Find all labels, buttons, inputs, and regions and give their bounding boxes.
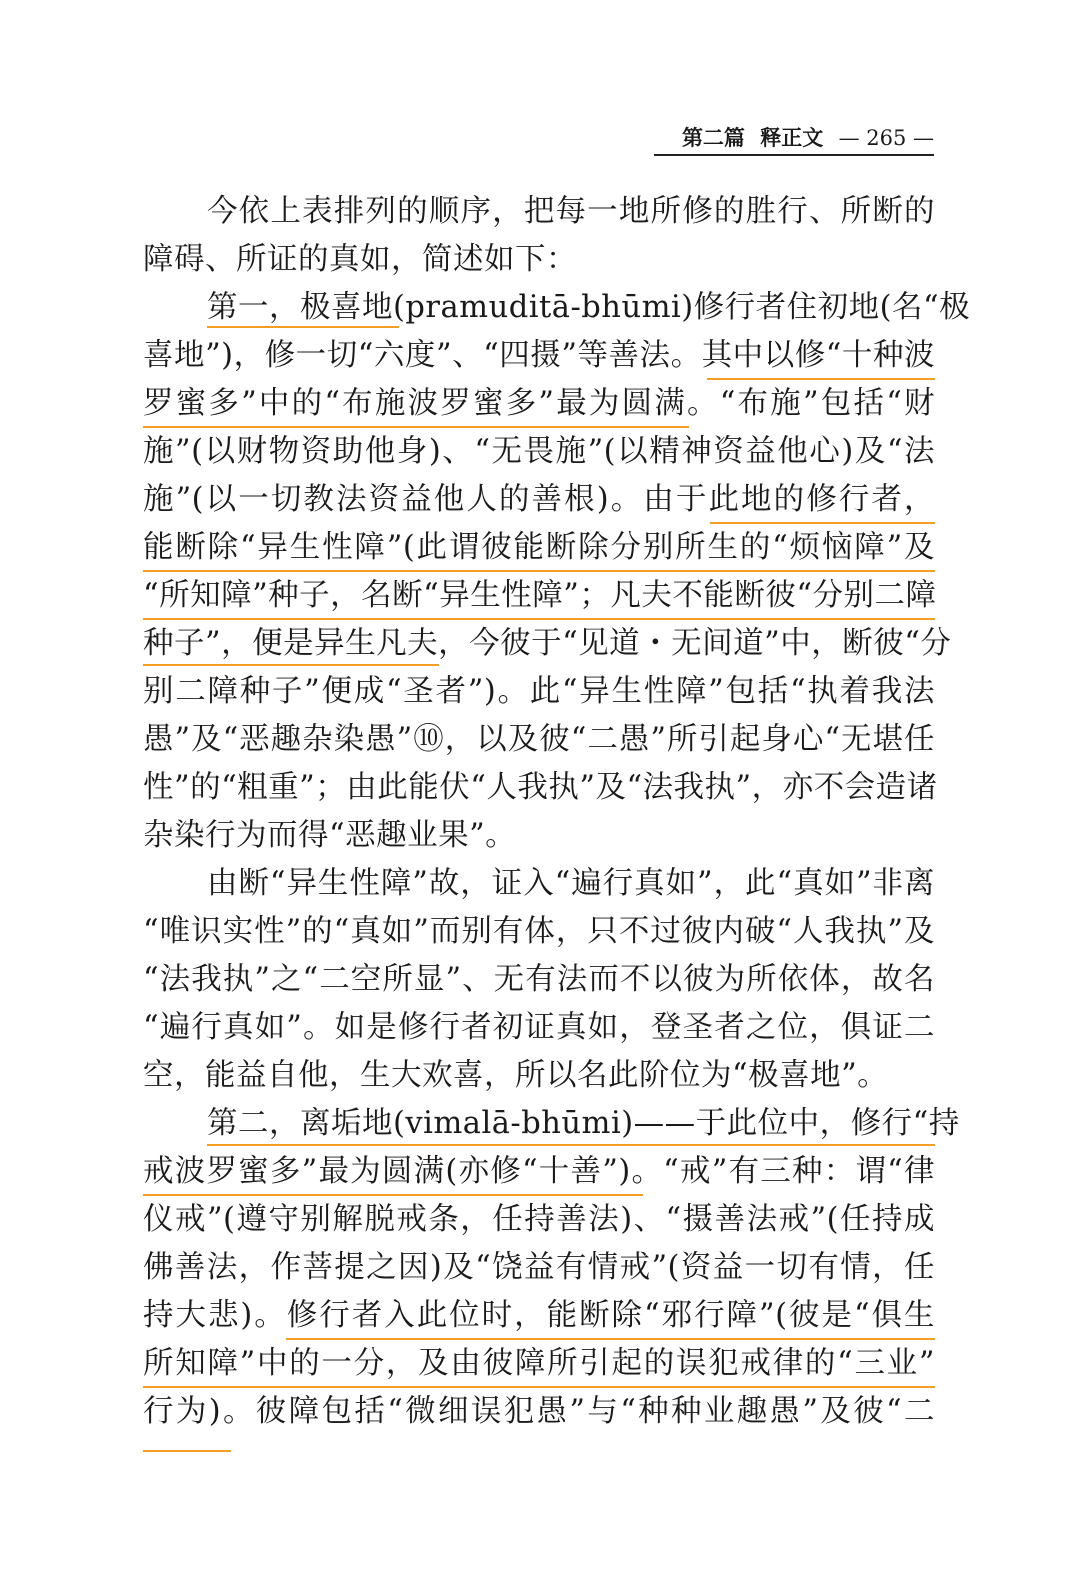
text-line: 杂染行为而得“恶趣业果”。 [143, 818, 517, 853]
text-line: 障碍、所证的真如，简述如下： [143, 242, 577, 277]
text-line: 行为)。彼障包括“微细误犯愚”与“种种业趣愚”及彼“二 [143, 1394, 935, 1429]
header-section: 第二篇 [681, 125, 745, 150]
text-line: 仪戒”(遵守别解脱戒条，任持善法)、“摄善法戒”(任持成 [143, 1202, 935, 1237]
text-line: 罗蜜多”中的“布施波罗蜜多”最为圆满。“布施”包括“财 [143, 386, 935, 421]
text-line: 愚”及“恶趣杂染愚”⑩，以及彼“二愚”所引起身心“无堪任 [143, 722, 935, 757]
text-line: “法我执”之“二空所显”、无有法而不以彼为所依体，故名 [143, 962, 935, 997]
text-line: “所知障”种子，名断“异生性障”；凡夫不能断彼“分别二障 [143, 578, 937, 613]
text-line: 持大悲)。修行者入此位时，能断除“邪行障”(彼是“俱生 [143, 1298, 935, 1333]
highlight-underline [710, 522, 935, 524]
text-line: 喜地”)，修一切“六度”、“四摄”等善法。其中以修“十种波 [143, 338, 935, 373]
text-line: “遍行真如”。如是修行者初证真如，登圣者之位，俱证二 [143, 1010, 935, 1045]
text-line: 能断除“异生性障”(此谓彼能断除分别所生的“烦恼障”及 [143, 530, 935, 565]
text-line: 施”(以财物资助他身)、“无畏施”(以精神资益他心)及“法 [143, 434, 935, 469]
text-line: 第一，极喜地(pramuditā-bhūmi)修行者住初地(名“极 [207, 290, 971, 325]
highlight-underline [143, 426, 689, 428]
highlight-underline [143, 570, 935, 572]
text-line: 佛善法，作菩提之因)及“饶益有情戒”(资益一切有情，任 [143, 1250, 935, 1285]
highlight-underline [143, 664, 439, 666]
highlight-underline [207, 326, 399, 328]
text-line: 所知障”中的一分，及由彼障所引起的误犯戒律的“三业” [143, 1346, 935, 1381]
text-line: “唯识实性”的“真如”而别有体，只不过彼内破“人我执”及 [143, 914, 935, 949]
text-line: 第二，离垢地(vimalā-bhūmi)——于此位中，修行“持 [207, 1106, 960, 1141]
text-line: 由断“异生性障”故，证入“遍行真如”，此“真如”非离 [207, 866, 935, 901]
text-line: 施”(以一切教法资益他人的善根)。由于此地的修行者， [143, 482, 935, 517]
text-line: 空，能益自他，生大欢喜，所以名此阶位为“极喜地”。 [143, 1058, 889, 1093]
highlight-underline [286, 1338, 935, 1340]
text-line: 今依上表排列的顺序，把每一地所修的胜行、所断的 [207, 194, 935, 229]
text-line: 种子”，便是异生凡夫，今彼于“见道・无间道”中，断彼“分 [143, 626, 952, 661]
text-line: 别二障种子”便成“圣者”)。此“异生性障”包括“执着我法 [143, 674, 935, 709]
highlight-underline [707, 378, 935, 380]
header-title: 释正文 [760, 125, 824, 150]
header-page-number: — 265 — [838, 126, 934, 150]
highlight-underline [207, 1144, 935, 1146]
text-line: 性”的“粗重”；由此能伏“人我执”及“法我执”，亦不会造诸 [143, 770, 938, 805]
highlight-underline [143, 1386, 935, 1388]
highlight-underline [143, 1450, 231, 1452]
text-line: 戒波罗蜜多”最为圆满(亦修“十善”)。“戒”有三种：谓“律 [143, 1154, 935, 1189]
highlight-underline [143, 618, 935, 620]
highlight-underline [143, 1194, 643, 1196]
